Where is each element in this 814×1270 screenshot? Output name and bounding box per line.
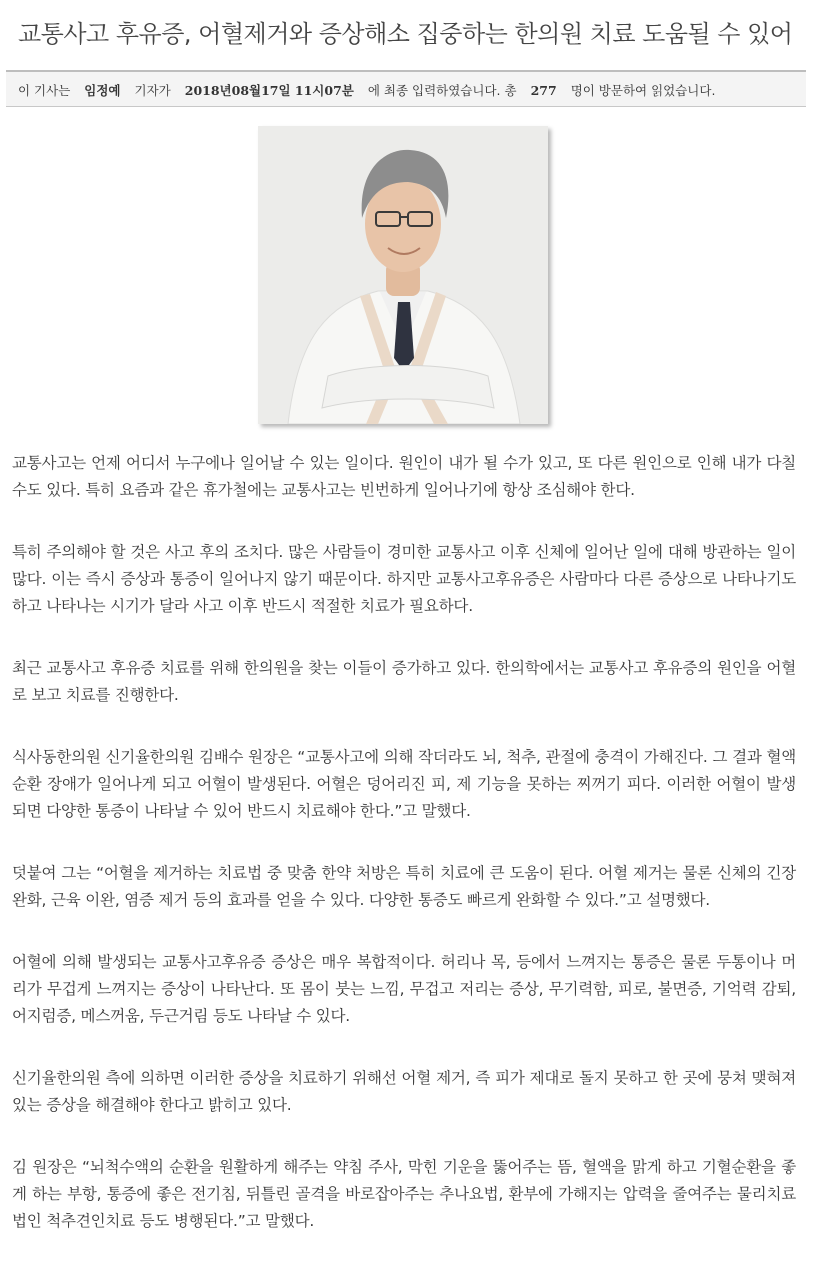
paragraph: 최근 교통사고 후유증 치료를 위해 한의원을 찾는 이들이 증가하고 있다. 한의학에서는 교통사고 후유증의 원인을 어혈로 보고 치료를 진행한다. — [12, 659, 796, 704]
doctor-portrait — [258, 126, 548, 424]
paragraph: 교통사고는 언제 어디서 누구에나 일어날 수 있는 일이다. 원인이 내가 될 수가 있고, 또 다른 원인으로 인해 내가 다칠 수도 있다. 특히 요즘과 같은 휴가철에는 교통사고는 빈번하게 일어나기에 항상 조심해야 한다. — [12, 454, 796, 499]
byline-bar — [6, 72, 806, 107]
view-count: 277 — [530, 83, 557, 98]
publish-datetime: 2018년08월17일 11시07분 — [184, 83, 354, 98]
byline-mid: 에 최종 입력하였습니다. 총 — [367, 83, 517, 98]
byline-reporter-suffix: 기자가 — [134, 83, 171, 98]
byline-text — [18, 81, 715, 99]
reporter-name: 임정예 — [84, 83, 121, 98]
paragraph: 어혈에 의해 발생되는 교통사고후유증 증상은 매우 복합적이다. 허리나 목, 등에서 느껴지는 통증은 물론 두통이나 머리가 무겁게 느껴지는 증상이 나타난다. 또 몸이 붓는 느낌, 무겁고 저리는 증상, 무기력함, 피로, 불면증, 기억력 감퇴, 어지럼증, 메스꺼움, 두근거림 등도 나타날 수 있다. — [12, 953, 796, 1025]
paragraph: 김 원장은 “뇌척수액의 순환을 원활하게 해주는 약침 주사, 막힌 기운을 뚫어주는 뜸, 혈액을 맑게 하고 기혈순환을 좋게 하는 부항, 통증에 좋은 전기침, 뒤틀린 골격을 바로잡아주는 추나요법, 환부에 가해지는 압력을 줄여주는 물리치료법인 척추견인치료 등도 병행된다.”고 말했다. — [12, 1158, 796, 1230]
article-body — [12, 450, 796, 1270]
paragraph: 덧붙여 그는 “어혈을 제거하는 치료법 중 맞춤 한약 처방은 특히 치료에 큰 도움이 된다. 어혈 제거는 물론 신체의 긴장완화, 근육 이완, 염증 제거 등의 효과를 얻을 수 있다. 다양한 통증도 빠르게 완화할 수 있다.”고 설명했다. — [12, 864, 796, 909]
article-headline: 교통사고 후유증, 어혈제거와 증상해소 집중하는 한의원 치료 도움될 수 있어 — [18, 20, 793, 48]
paragraph: 신기율한의원 측에 의하면 이러한 증상을 치료하기 위해선 어혈 제거, 즉 피가 제대로 돌지 못하고 한 곳에 뭉쳐 맺혀져 있는 증상을 해결해야 한다고 밝히고 있다. — [12, 1069, 796, 1114]
article-photo — [258, 126, 548, 424]
paragraph: 특히 주의해야 할 것은 사고 후의 조치다. 많은 사람들이 경미한 교통사고 이후 신체에 일어난 일에 대해 방관하는 일이 많다. 이는 즉시 증상과 통증이 일어나지 않기 때문이다. 하지만 교통사고후유증은 사람마다 다른 증상으로 나타나기도 하고 나타나는 시기가 달라 사고 이후 반드시 적절한 치료가 필요하다. — [12, 543, 796, 615]
byline-prefix: 이 기사는 — [18, 83, 71, 98]
byline-suffix: 명이 방문하여 읽었습니다. — [570, 83, 716, 98]
paragraph: 식사동한의원 신기율한의원 김배수 원장은 “교통사고에 의해 작더라도 뇌, 척추, 관절에 충격이 가해진다. 그 결과 혈액순환 장애가 일어나게 되고 어혈이 발생된다. 어혈은 덩어리진 피, 제 기능을 못하는 찌꺼기 피다. 이러한 어혈이 발생되면 다양한 통증이 나타날 수 있어 반드시 치료해야 한다.”고 말했다. — [12, 748, 796, 820]
